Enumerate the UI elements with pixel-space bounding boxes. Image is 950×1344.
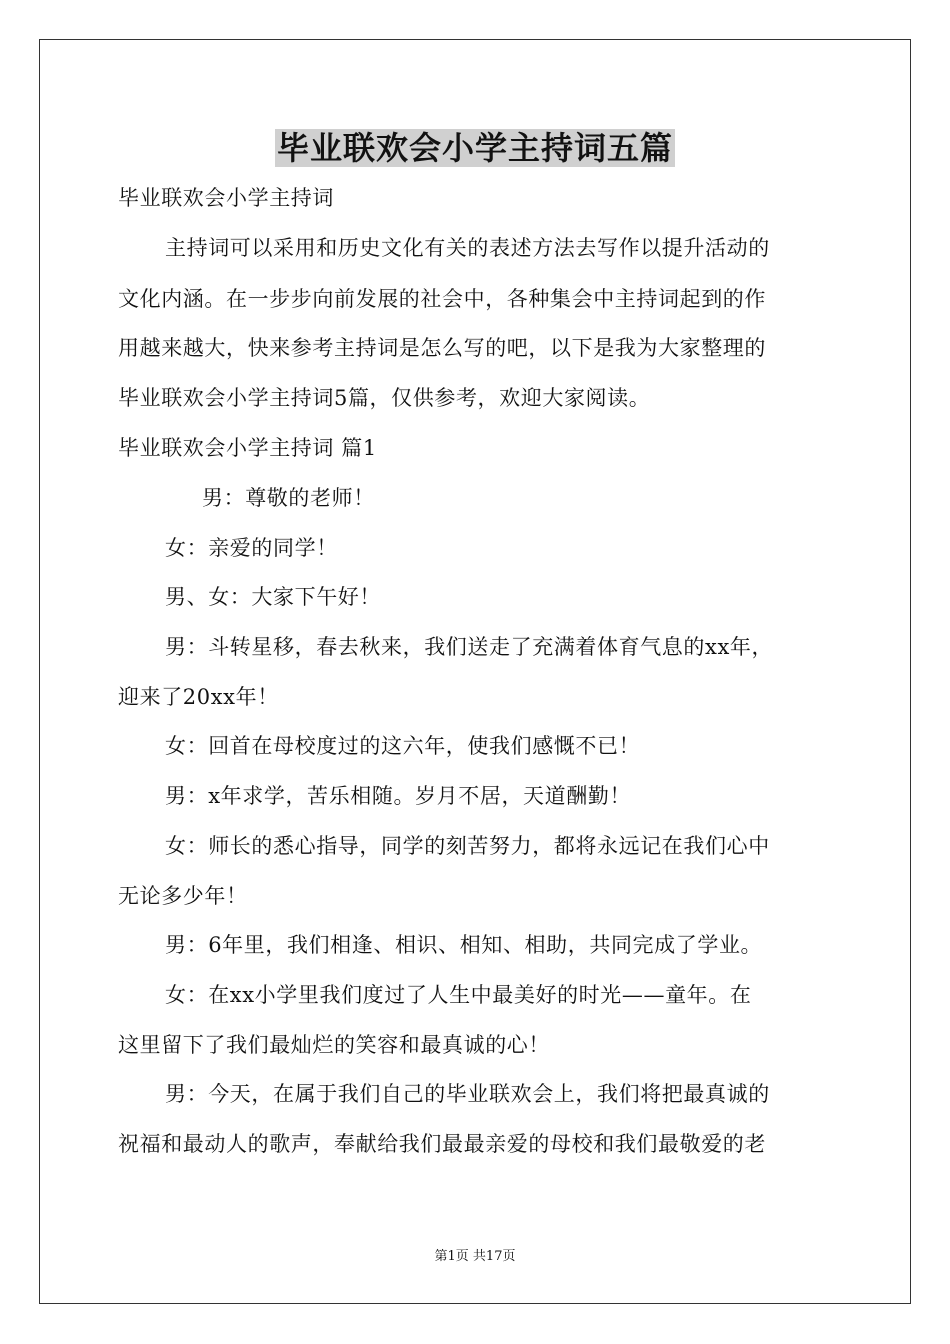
intro-line: 毕业联欢会小学主持词5篇，仅供参考，欢迎大家阅读。 (118, 386, 651, 410)
intro-line: 用越来越大，快来参考主持词是怎么写的吧，以下是我为大家整理的 (118, 336, 766, 360)
body-line: 男：今天，在属于我们自己的毕业联欢会上，我们将把最真诚的 (165, 1082, 770, 1106)
document-title (0, 126, 950, 170)
page-border (39, 39, 911, 1304)
body-line: 女：在xx小学里我们度过了人生中最美好的时光——童年。在 (165, 983, 752, 1007)
body-line: 女：亲爱的同学！ (165, 536, 338, 560)
body-line: 男：尊敬的老师！ (202, 486, 375, 510)
intro-line: 文化内涵。在一步步向前发展的社会中，各种集会中主持词起到的作 (118, 287, 766, 311)
body-line: 男：斗转星移，春去秋来，我们送走了充满着体育气息的xx年， (165, 635, 774, 659)
body-line: 祝福和最动人的歌声，奉献给我们最最亲爱的母校和我们最敬爱的老 (118, 1132, 766, 1156)
intro-line: 主持词可以采用和历史文化有关的表述方法去写作以提升活动的 (165, 236, 770, 260)
body-line: 这里留下了我们最灿烂的笑容和最真诚的心！ (118, 1033, 550, 1057)
body-line: 男、女：大家下午好！ (165, 585, 381, 609)
body-line: 无论多少年！ (118, 884, 248, 908)
body-line: 女：回首在母校度过的这六年，使我们感慨不已！ (165, 734, 641, 758)
section-heading: 毕业联欢会小学主持词 篇1 (118, 436, 377, 460)
page-number-footer: 第1页 共17页 (434, 1249, 516, 1264)
body-line: 男：6年里，我们相逢、相识、相知、相助，共同完成了学业。 (165, 933, 763, 957)
body-line: 女：师长的悉心指导，同学的刻苦努力，都将永远记在我们心中 (165, 834, 770, 858)
document-subtitle: 毕业联欢会小学主持词 (118, 186, 334, 210)
body-line: 迎来了20xx年！ (118, 685, 279, 709)
document-title-text: 毕业联欢会小学主持词五篇 (276, 129, 673, 167)
body-line: 男：x年求学，苦乐相随。岁月不居，天道酬勤！ (165, 784, 632, 808)
